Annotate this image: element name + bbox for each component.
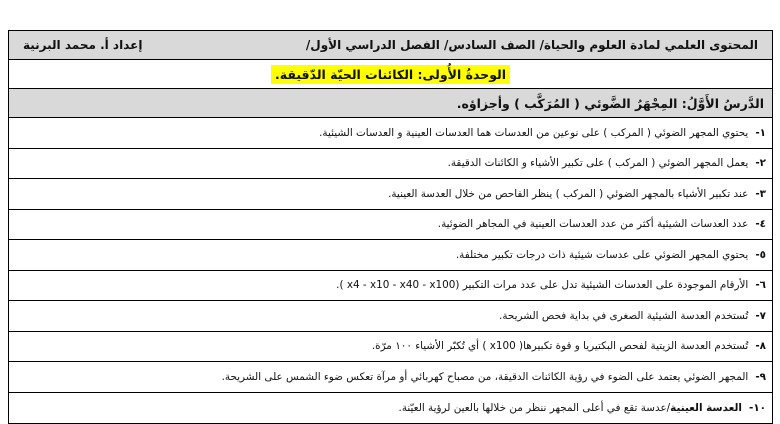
item-body: تُستخدم العدسة الزيتية لفحص البكتيريا و قوة تكبيرها( x100 ) أي تُكبّر الأشياء ١٠٠ مرّة.: [371, 340, 749, 353]
list-item: [9, 240, 772, 271]
item-text: [448, 157, 749, 169]
unit-title: الوحدةُ الأُولى: الكائنات الحيّة الدّقيقة.: [271, 65, 510, 84]
item-text: [399, 402, 742, 414]
list-item: [9, 210, 772, 241]
item-body: يعمل المجهر الضوئي ( المركب ) على تكبير الأشياء و الكائنات الدقيقة.: [447, 157, 749, 170]
item-number: ٣-: [755, 187, 766, 200]
lesson-row: [9, 89, 772, 118]
lesson-title: الدَّرسُ الأَوَّلُ: المِجْهَرُ الضَّوئي ( المُرَكَّب ) وأجزاؤه.: [456, 95, 764, 111]
list-item: [9, 179, 772, 210]
list-item: [9, 118, 772, 149]
item-text: [499, 310, 748, 322]
item-body: يحتوي المجهر الضوئي على عدسات شيئية ذات درجات تكبير مختلفة.: [455, 248, 749, 261]
item-body: عند تكبير الأشياء بالمجهر الضوئي ( المركب ) ينظر الفاحص من خلال العدسة العينية.: [388, 187, 749, 200]
list-item: [9, 362, 772, 393]
item-text: [438, 218, 749, 230]
item-number: ٨-: [755, 340, 766, 353]
item-number: ١٠-: [748, 401, 766, 414]
item-number: ٧-: [755, 309, 766, 322]
header-title: المحتوى العلمي لمادة العلوم والحياة/ الصف السادس/ الفصل الدراسي الأول/: [305, 38, 758, 52]
content-sheet: [8, 30, 773, 424]
list-item: [9, 271, 772, 302]
item-body: تُستخدم العدسة الشيئية الصغرى في بداية فحص الشريحة.: [499, 309, 749, 322]
item-number: ٢-: [755, 157, 766, 170]
list-item: [9, 393, 772, 424]
item-text: [222, 371, 749, 383]
item-body: يحتوي المجهر الضوئي ( المركب ) على نوعين من العدسات هما العدسات العينية و العدسات الشيئية.: [319, 126, 749, 139]
item-number: ٤-: [755, 218, 766, 231]
list-item: [9, 332, 772, 363]
item-number: ١-: [755, 126, 766, 139]
item-body: الأرقام الموجودة على العدسات الشيئية تدل على عدد مرات التكبير (x4 - x10 - x40 - x100 ).: [336, 279, 749, 292]
list-item: [9, 301, 772, 332]
item-term: العدسة العينية: [670, 401, 742, 414]
item-body: /عدسة تقع في أعلى المجهر ننظر من خلالها بالعين لرؤية العيّنة.: [398, 401, 671, 414]
header-row: [9, 31, 772, 60]
item-number: ٩-: [755, 370, 766, 383]
item-body: المجهر الضوئي يعتمد على الضوء في رؤية الكائنات الدقيقة، من مصباح كهربائي أو مرآة تعكس ضوء الشمس على الشريحة.: [221, 370, 749, 383]
list-item: [9, 149, 772, 180]
item-text: [372, 340, 749, 352]
unit-row: [9, 60, 772, 89]
item-text: [388, 188, 748, 200]
item-number: ٦-: [755, 279, 766, 292]
item-text: [336, 279, 748, 291]
item-body: عدد العدسات الشيئية أكثر من عدد العدسات العينية في المجاهر الضوئية.: [437, 218, 749, 231]
item-text: [456, 249, 748, 261]
header-author: إعداد أ. محمد البرنية: [23, 38, 143, 52]
item-number: ٥-: [755, 248, 766, 261]
item-text: [319, 127, 748, 139]
